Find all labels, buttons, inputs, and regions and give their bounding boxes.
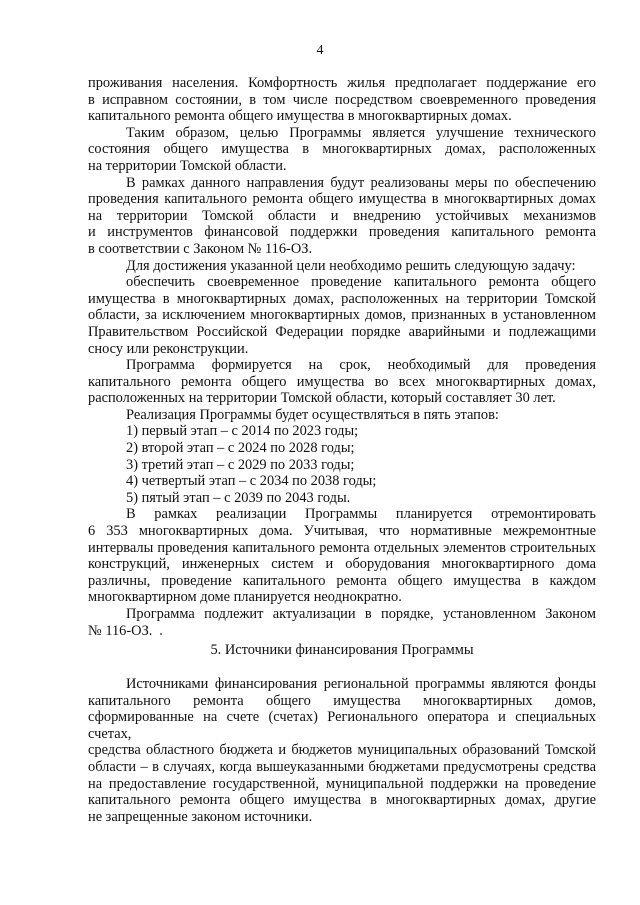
text-line: Правительством Российской Федерации порядке аварийными и подлежащими [88, 323, 596, 340]
text-line: капитального ремонта общего имущества во всех многоквартирных домах, [88, 373, 596, 390]
text-line: расположенных на территории Томской области, который составляет 30 лет. [88, 390, 556, 407]
page-number: 4 [316, 43, 324, 58]
text-line: Для достижения указанной цели необходимо решить следующую задачу: [126, 257, 576, 274]
paragraph-8 [88, 506, 596, 606]
paragraph-7 [88, 407, 596, 424]
text-line: Реализация Программы будет осуществляться в пять этапов: [126, 406, 499, 423]
text-line: сносу или реконструкции. [88, 340, 249, 357]
stage-item: 5) пятый этап – с 2039 по 2043 годы. [126, 489, 351, 506]
text-line: капитального ремонта общего имущества в многоквартирных домах, другие [88, 792, 596, 809]
text-line: проведения капитального ремонта общего имущества в многоквартирных домах [88, 191, 596, 208]
text-line: на предоставление государственной, муниципальной поддержки на проведение [88, 775, 596, 792]
body-text-bottom [88, 676, 596, 825]
text-line: на территории Томской области. [88, 157, 287, 174]
paragraph-4 [88, 258, 596, 275]
text-line: Программа формируется на срок, необходимый для проведения [126, 357, 596, 374]
text-line: конструкций, инженерных систем и оборудования многоквартирного дома [88, 556, 596, 573]
paragraph-5 [88, 274, 596, 357]
section-heading: 5. Источники финансирования Программы [210, 642, 474, 658]
text-line: и инструментов финансовой поддержки проведения капитального ремонта [88, 224, 596, 241]
text-line: не запрещенные законом источники. [88, 808, 313, 825]
text-line: Программа подлежит актуализации в порядке, установленном Законом [126, 606, 596, 622]
text-line: Таким образом, целью Программы является улучшение технического [126, 124, 596, 141]
paragraph-9 [88, 606, 596, 639]
text-line: В рамках данного направления будут реализованы меры по обеспечению [126, 174, 596, 191]
text-line: обеспечить своевременное проведение капитального ремонта общего [126, 274, 596, 291]
body-text-top [88, 75, 596, 639]
stage-item: 3) третий этап – с 2029 по 2033 годы; [126, 456, 355, 473]
text-line: многоквартирном доме планируется неоднократно. [88, 589, 402, 606]
stage-item: 4) четвертый этап – с 2034 по 2038 годы; [126, 473, 377, 490]
stages-list [88, 423, 596, 506]
text-line: в соответствии с Законом № 116-ОЗ. [88, 240, 313, 257]
paragraph-3 [88, 175, 596, 258]
paragraph-6 [88, 357, 596, 407]
text-line: средства областного бюджета и бюджетов муниципальных образований Томской [88, 742, 596, 759]
paragraph-10 [88, 676, 596, 825]
text-line: сформированные на счете (счетах) Регионального оператора и специальных счетах, [88, 709, 596, 742]
paragraph-1 [88, 75, 596, 125]
paragraph-2 [88, 125, 596, 175]
stage-item: 2) второй этап – с 2024 по 2028 годы; [126, 440, 355, 457]
text-line: состояния общего имущества в многоквартирных домах, расположенных [88, 141, 596, 158]
text-line: капитального ремонта общего имущества в многоквартирных домах. [88, 108, 512, 125]
text-line: в исправном состоянии, в том числе посредством своевременного проведения [88, 91, 596, 108]
text-line: проживания населения. Комфортность жилья предполагает поддержание его [88, 75, 596, 91]
text-line: интервалы проведения капитального ремонта отдельных элементов строительных [88, 539, 596, 556]
text-line: 6 353 многоквартирных дома. Учитывая, что нормативные межремонтные [88, 523, 596, 540]
text-line: В рамках реализации Программы планируется отремонтировать [126, 506, 596, 523]
text-line: на территории Томской области и внедрению устойчивых механизмов [88, 207, 596, 224]
text-line: капитального ремонта общего имущества многоквартирных домов, [88, 692, 596, 709]
text-line: различны, проведение капитального ремонта общего имущества в каждом [88, 572, 596, 589]
text-line: имущества в многоквартирных домах, расположенных на территории Томской [88, 290, 596, 307]
text-line: № 116-ОЗ. [88, 622, 153, 639]
text-line: Источниками финансирования региональной программы являются фонды [126, 676, 596, 692]
scan-speck [160, 633, 162, 635]
text-line: области, за исключением многоквартирных домов, признанных в установленном [88, 307, 596, 324]
text-line: области – в случаях, когда вышеуказанными бюджетами предусмотрены средства [88, 758, 596, 775]
stage-item: 1) первый этап – с 2014 по 2023 годы; [126, 423, 359, 440]
